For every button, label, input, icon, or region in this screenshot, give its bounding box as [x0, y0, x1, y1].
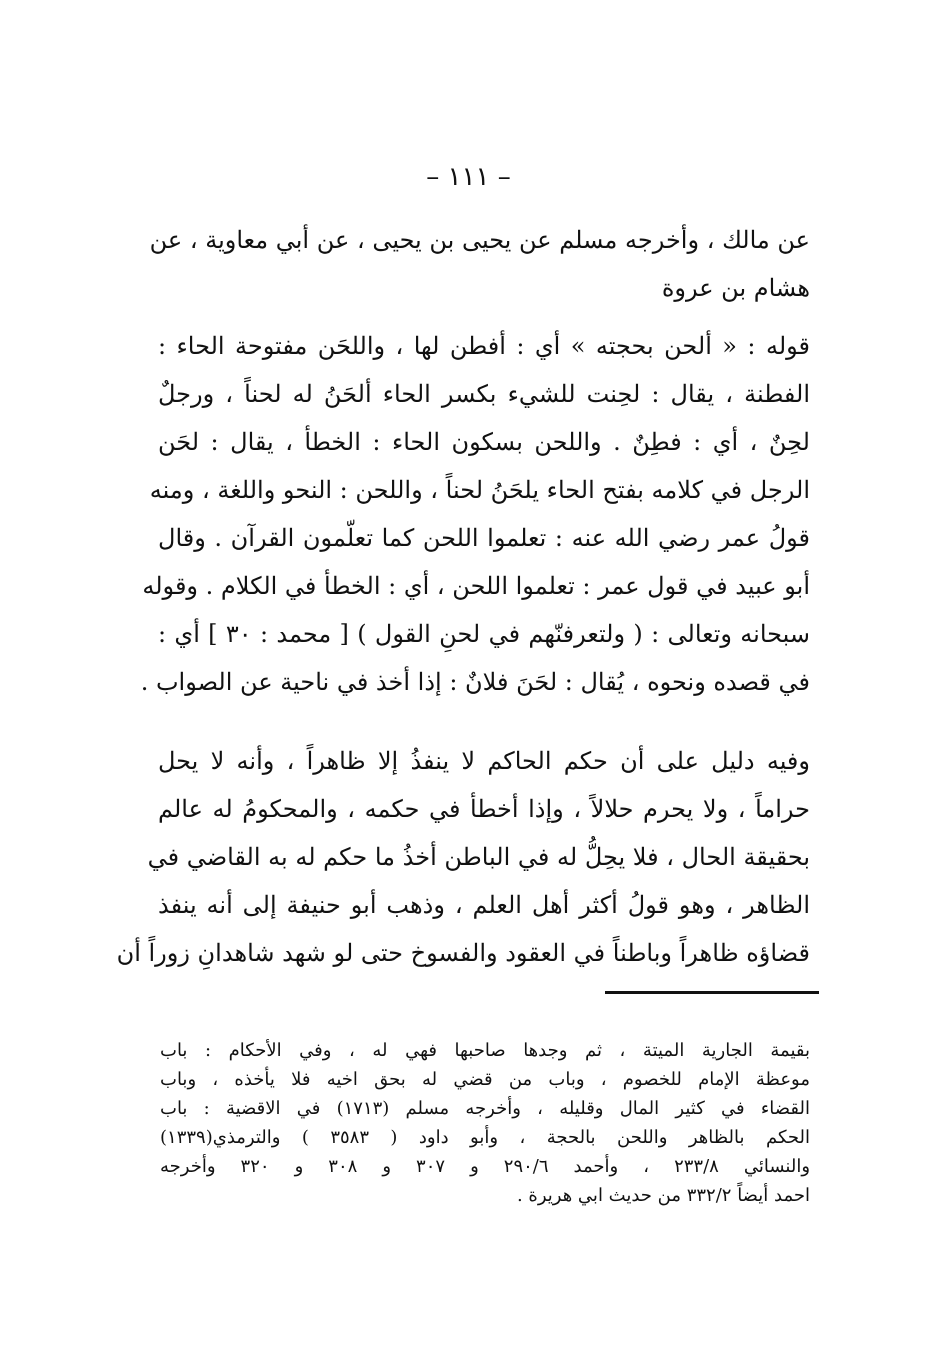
text-line: الفطنة ، يقال : لحِنت للشيء بكسر الحاء ألحَنُ له لحناً ، ورجلٌ — [158, 380, 810, 408]
text-line: قضاؤه ظاهراً وباطناً في العقود والفسوخ حتى لو شهد شاهدانِ زوراً أن — [116, 939, 810, 967]
footnote-divider — [605, 991, 819, 994]
text-line: قولُ عمر رضي الله عنه : تعلموا اللحن كما تعلّمون القرآن . وقال — [158, 524, 810, 552]
footnote-line: موعظة الإمام للخصوم ، وباب من قضي له بحق اخيه فلا يأخذه ، وباب — [160, 1069, 810, 1090]
footnote — [160, 1036, 810, 1210]
text-line: قوله : « ألحن بحجته » أي : أفطن لها ، واللحَن مفتوحة الحاء : — [158, 332, 810, 360]
text-line: وفيه دليل على أن حكم الحاكم لا ينفذُ إلا ظاهراً ، وأنه لا يحل — [158, 747, 810, 775]
footnote-line: احمد أيضاً ٣٣٢/٢ من حديث ابي هريرة . — [516, 1185, 810, 1206]
footnote-line: الحكم بالظاهر واللحن بالحجة ، وأبو داود ( ٣٥٨٣ ) والترمذي(١٣٣٩) — [160, 1127, 810, 1148]
text-line: الرجل في كلامه بفتح الحاء يلحَنُ لحناً ، واللحن : النحو واللغة ، ومنه — [149, 476, 810, 504]
footnote-line: بقيمة الجارية الميتة ، ثم وجدها صاحبها فهي له ، وفي الأحكام : باب — [160, 1040, 810, 1061]
text-line: بحقيقة الحال ، فلا يحِلُّ له في الباطن أخذُ ما حكم له به القاضي في — [147, 843, 810, 871]
text-line: الظاهر ، وهو قولُ أكثر أهل العلم ، وذهب أبو حنيفة إلى أنه ينفذ — [158, 891, 810, 919]
page-number: – ١١١ – — [426, 162, 511, 192]
paragraph-1 — [149, 216, 810, 312]
text-line: حراماً ، ولا يحرم حلالاً ، وإذا أخطأ في حكمه ، والمحكومُ له عالم — [158, 795, 810, 823]
text-line: سبحانه وتعالى : ( ولتعرفنّهم في لحنِ القول ) [ محمد : ٣٠ ] أي : — [158, 620, 810, 648]
footnote-line: والنسائي ٢٣٣/٨ ، وأحمد ٢٩٠/٦ و ٣٠٧ و ٣٠٨ و ٣٢٠ وأخرجه — [160, 1156, 811, 1177]
text-line: لحِنٌ ، أي : فطِنٌ . واللحن بسكون الحاء : الخطأ ، يقال : لحَن — [158, 428, 810, 456]
text-line: هشام بن عروة — [661, 274, 810, 302]
text-line: أبو عبيد في قول عمر : تعلموا اللحن ، أي : الخطأ في الكلام . وقوله — [142, 572, 810, 600]
text-line: عن مالك ، وأخرجه مسلم عن يحيى بن يحيى ، عن أبي معاوية ، عن — [149, 226, 810, 254]
footnote-line: القضاء في كثير المال وقليله ، وأخرجه مسلم (١٧١٣) في الاقضية : باب — [160, 1098, 810, 1119]
paragraph-2 — [140, 322, 810, 706]
paragraph-3 — [116, 737, 810, 977]
text-line: في قصده ونحوه ، يُقال : لحَنَ فلانٌ : إذا أخذ في ناحية عن الصواب . — [140, 668, 810, 696]
